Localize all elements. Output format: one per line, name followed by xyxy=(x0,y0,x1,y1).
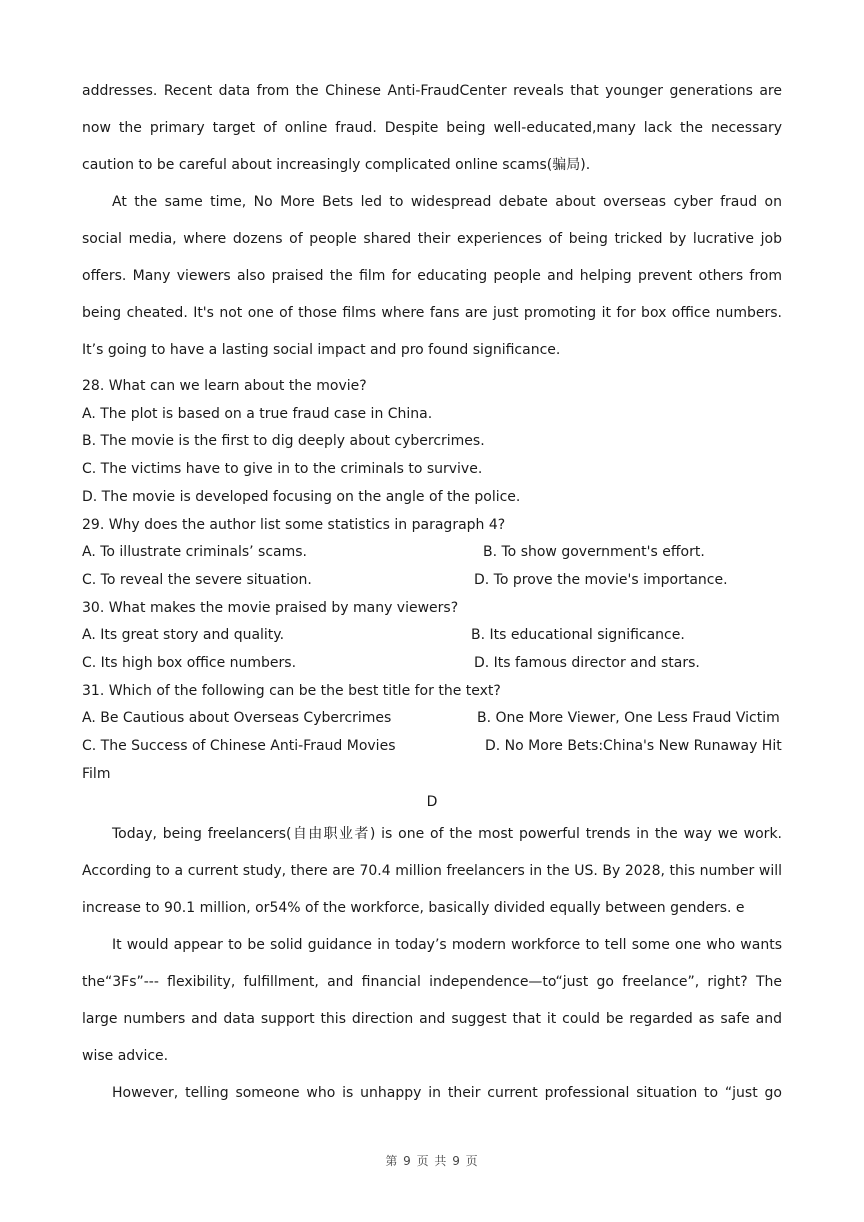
question-stem: 31. Which of the following can be the best title for the text? xyxy=(82,682,501,699)
section-heading: D xyxy=(426,794,438,811)
question-31 xyxy=(82,678,782,789)
option-b: B. One More Viewer, One Less Fraud Victim xyxy=(477,710,780,727)
options-row xyxy=(82,622,782,650)
option-d: D. The movie is developed focusing on the angle of the police. xyxy=(82,488,521,505)
options-row xyxy=(82,733,782,761)
passage-d-paragraph: It would appear to be solid guidance in today’s modern workforce to tell some one who wants the“3Fs”--- flexibility, fulfillment, and financial independence—to“just go freelance”, right? The large numbers and data support this direction and suggest that it could be regarded as safe and wise advice. xyxy=(82,937,782,1065)
question-29 xyxy=(82,512,782,595)
options-row xyxy=(82,705,782,733)
option-a: A. Be Cautious about Overseas Cybercrimes xyxy=(82,710,392,727)
option-c: C. To reveal the severe situation. xyxy=(82,571,312,588)
option-c: C. The victims have to give in to the criminals to survive. xyxy=(82,461,483,478)
question-30 xyxy=(82,595,782,678)
question-stem: 28. What can we learn about the movie? xyxy=(82,378,367,394)
passage-c-paragraph: At the same time, No More Bets led to widespread debate about overseas cyber fraud on social media, where dozens of people shared their experiences of being tricked by lucrative job offers. Many viewers also praised the film for educating people and helping prevent others from being cheated. It's not one of those films where fans are just promoting it for box office numbers. It’s going to have a lasting social impact and pro found significance. xyxy=(82,194,782,358)
option-d: D. No More Bets:China's New Runaway Hit xyxy=(485,738,782,755)
option-a: A. To illustrate criminals’ scams. xyxy=(82,544,307,561)
question-stem: 29. Why does the author list some statistics in paragraph 4? xyxy=(82,516,506,533)
passage-c-paragraph: addresses. Recent data from the Chinese Anti-FraudCenter reveals that younger generations are now the primary target of online fraud. Despite being well-educated,many lack the necessary caution to be careful about increasingly complicated online scams(骗局). xyxy=(82,83,782,173)
page-footer: 第 9 页 共 9 页 xyxy=(385,1154,479,1168)
options-row xyxy=(82,650,782,678)
option-c: C. Its high box office numbers. xyxy=(82,654,297,671)
option-d-continued: Film xyxy=(82,765,111,782)
option-b: B. To show government's effort. xyxy=(483,544,705,561)
passage-d-paragraph: Today, being freelancers(自由职业者) is one of the most powerful trends in the way we work. According to a current study, there are 70.4 million freelancers in the US. By 2028, this number will increase to 90.1 million, or54% of the workforce, basically divided equally between genders. e xyxy=(82,826,782,917)
option-b: B. The movie is the first to dig deeply about cybercrimes. xyxy=(82,433,485,450)
question-28 xyxy=(82,373,782,512)
option-b: B. Its educational significance. xyxy=(471,627,685,644)
passage-d-paragraph: However, telling someone who is unhappy in their current professional situation to “just go xyxy=(112,1085,782,1102)
option-a: A. Its great story and quality. xyxy=(82,627,285,644)
question-stem: 30. What makes the movie praised by many viewers? xyxy=(82,599,459,616)
options-row xyxy=(82,539,782,567)
options-row xyxy=(82,567,782,595)
page-content xyxy=(82,73,782,1112)
option-c: C. The Success of Chinese Anti-Fraud Movies xyxy=(82,738,396,755)
option-d: D. Its famous director and stars. xyxy=(474,654,700,671)
option-d: D. To prove the movie's importance. xyxy=(474,571,728,588)
option-a: A. The plot is based on a true fraud case in China. xyxy=(82,405,433,422)
